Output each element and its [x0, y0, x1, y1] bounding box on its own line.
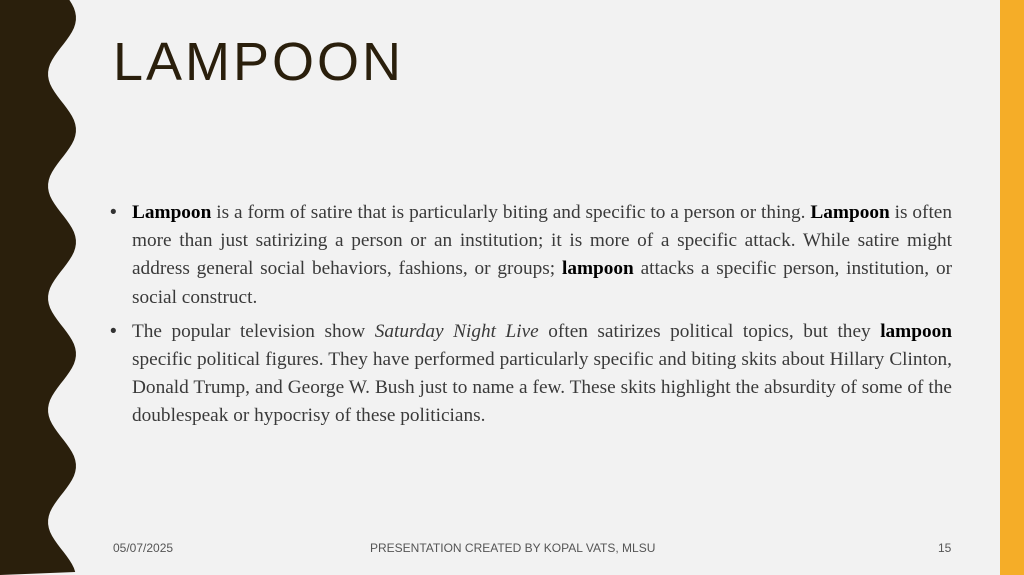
bullet-item-2 [110, 318, 952, 431]
text-run: The popular television show [132, 320, 375, 342]
footer-credit: PRESENTATION CREATED BY KOPAL VATS, MLSU [370, 541, 656, 555]
footer-date: 05/07/2025 [113, 541, 174, 555]
wavy-left-band [0, 0, 80, 575]
term-lampoon: lampoon [880, 320, 952, 342]
bullet-dot-icon: • [110, 202, 117, 223]
bullet-text-2 [132, 318, 952, 431]
term-lampoon: Lampoon [132, 202, 212, 223]
text-run: often satirizes political topics, but they [538, 320, 881, 342]
footer-page-number: 15 [938, 541, 952, 555]
show-title: Saturday Night Live [374, 320, 539, 342]
text-run: specific political figures. They have performed particularly specific and biting skits about Hillary Clinton, Donald Trump, and George W. Bush just to name a few. These skits highlight the absurdity of some of the doublespeak or hypocrisy of these politicians. [132, 349, 952, 427]
text-run: attacks a specific person, institution, or social construct. [132, 258, 953, 308]
slide-body [110, 199, 952, 437]
text-run: is often more than just satirizing a person or an institution; it is more of a specific attack. While satire might address general social behaviors, fashions, or groups; [132, 202, 953, 280]
accent-stripe [1000, 0, 1024, 575]
slide-title: LAMPOON [113, 32, 405, 92]
bullet-item-1 [110, 199, 952, 312]
term-lampoon: Lampoon [810, 202, 890, 223]
term-lampoon: lampoon [561, 258, 634, 280]
band-shape [0, 0, 76, 575]
text-run: is a form of satire that is particularly biting and specific to a person or thing. [211, 202, 811, 223]
bullet-dot-icon: • [110, 320, 117, 342]
bullet-text-1 [132, 199, 952, 312]
